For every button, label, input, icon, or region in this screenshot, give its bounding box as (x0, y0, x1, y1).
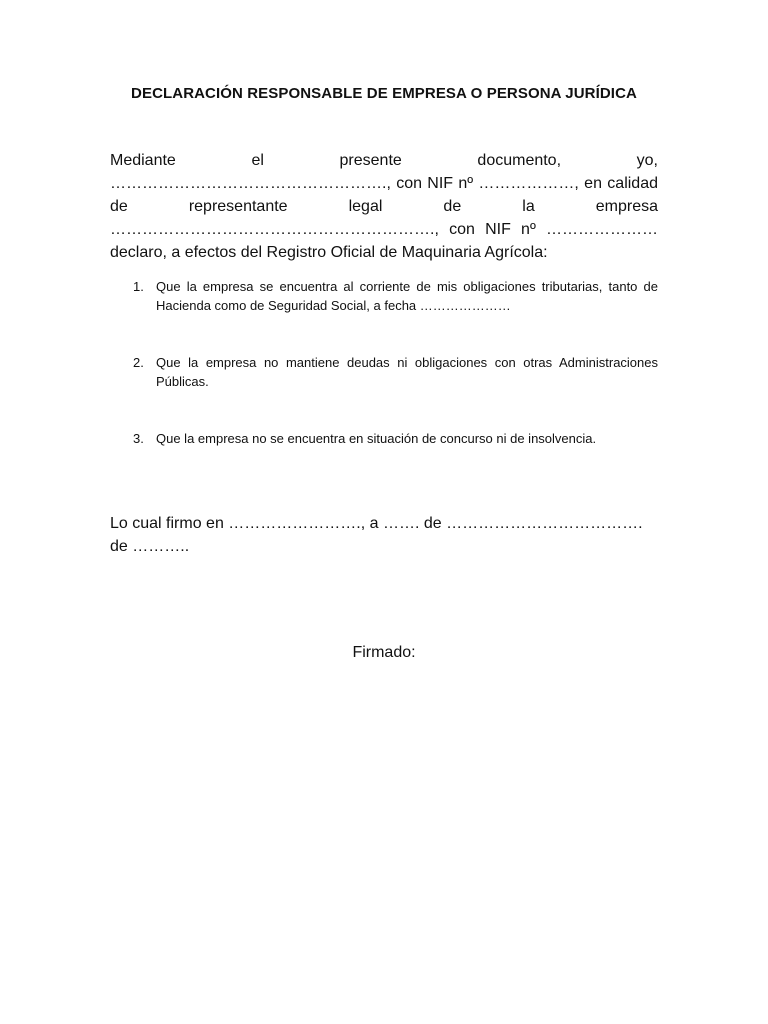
list-item-text: Que la empresa no mantiene deudas ni obligaciones con otras Administraciones Públicas. (156, 355, 658, 389)
signature-label: Firmado: (352, 644, 416, 661)
list-item-number: 3. (133, 431, 144, 446)
intro-paragraph: Mediante el presente documento, yo, ……………………………………………., con NIF nº ………………, en calidad de representante legal de la empresa ……………………………………………………., con NIF nº ………………… declaro, a efectos del Registro Oficial de Maquinaria Agrícola: (110, 152, 658, 261)
list-item-text: Que la empresa no se encuentra en situación de concurso ni de insolvencia. (156, 431, 597, 446)
list-item-number: 1. (133, 279, 144, 294)
document-title: DECLARACIÓN RESPONSABLE DE EMPRESA O PERSONA JURÍDICA (131, 85, 637, 102)
list-item-text: Que la empresa se encuentra al corriente de mis obligaciones tributarias, tanto de Hacienda como de Seguridad Social, a fecha ………………… (156, 279, 658, 313)
closing-line: Lo cual firmo en ……………………., a ……. de ………………………………. de ……….. (110, 515, 643, 555)
list-item-number: 2. (133, 355, 144, 370)
